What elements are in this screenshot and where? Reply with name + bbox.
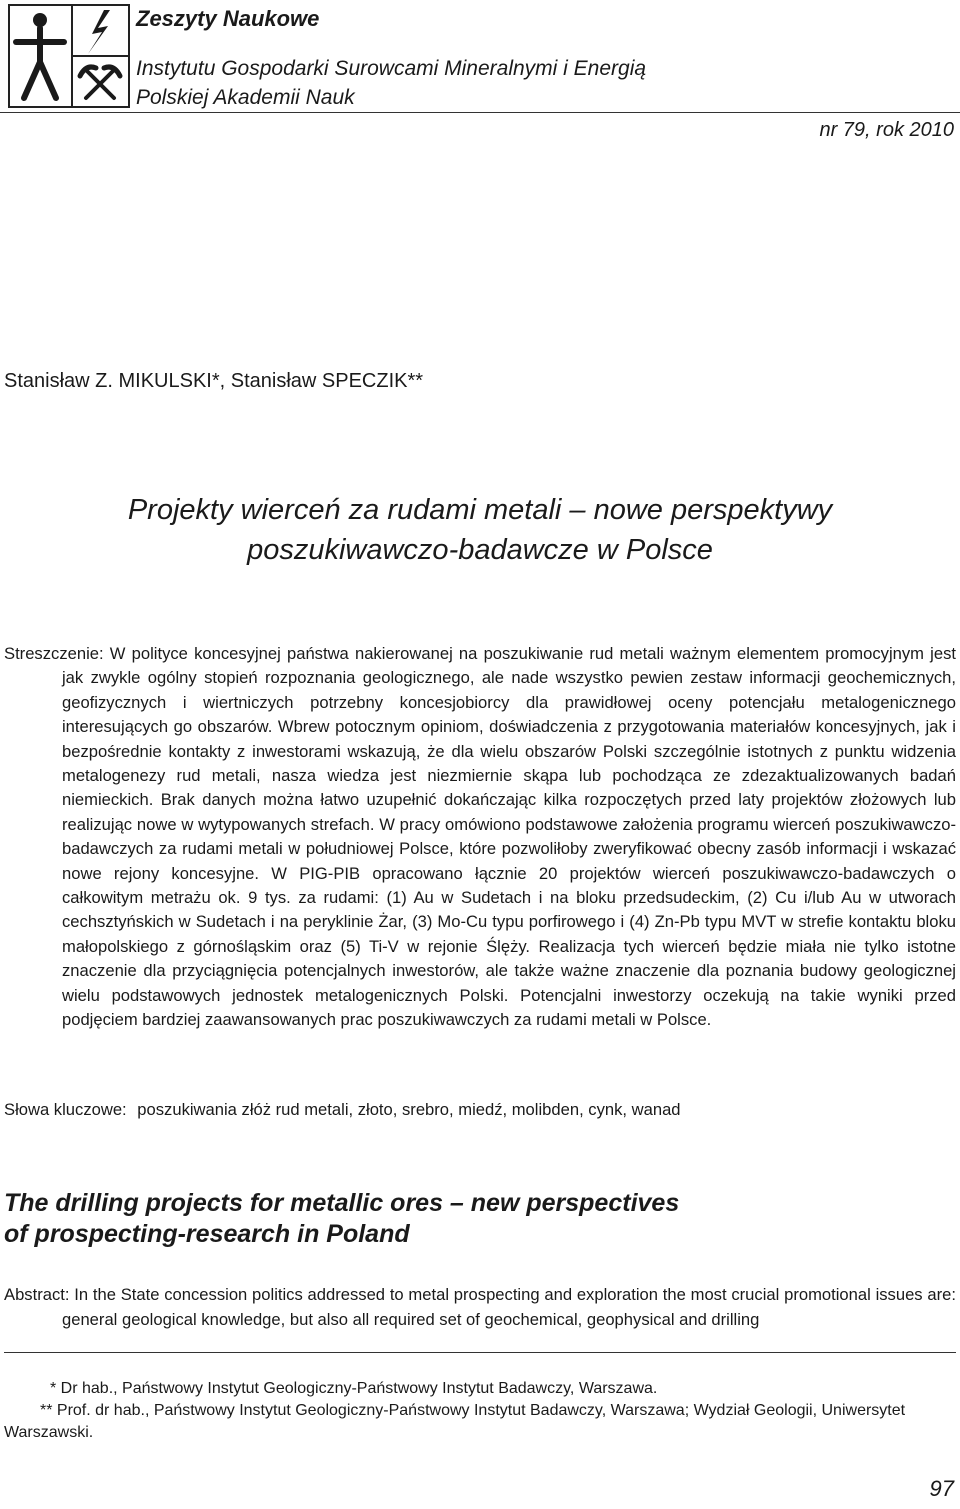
miner-figure-icon [16, 13, 64, 98]
issue-number: nr 79, rok 2010 [819, 119, 954, 141]
institute-line-2: Polskiej Akademii Nauk [136, 86, 355, 109]
page-number: 97 [929, 1476, 954, 1501]
journal-institute [136, 54, 646, 112]
lightning-icon [88, 10, 110, 54]
keywords-text: poszukiwania złóż rud metali, złoto, srebro, miedź, molibden, cynk, wanad [137, 1100, 681, 1119]
journal-logo [8, 4, 130, 108]
journal-name: Zeszyty Naukowe [136, 6, 320, 31]
title-pl-line-2: poszukiwawczo-badawcze w Polsce [247, 534, 713, 566]
authors: Stanisław Z. MIKULSKI*, Stanisław SPECZIK** [4, 370, 424, 392]
hammer-pick-icon [80, 67, 120, 98]
footnotes [4, 1378, 956, 1444]
keywords-label: Słowa kluczowe: [4, 1100, 127, 1119]
title-pl-line-1: Projekty wierceń za rudami metali – nowe perspektywy [127, 494, 833, 526]
abstract-en-text: In the State concession politics addressed to metal prospecting and exploration the most crucial promotional issues are: general geological knowledge, but also all required set of geochemical, geophysical and drilling [62, 1285, 956, 1329]
title-en-line-1: The drilling projects for metallic ores – new perspectives [4, 1189, 680, 1217]
footnote-rule [4, 1352, 956, 1353]
footnote-2: ** Prof. dr hab., Państwowy Instytut Geologiczny-Państwowy Instytut Badawczy, Warszawa; Wydział Geologii, Uniwersytet Warszawski. [4, 1402, 906, 1441]
institute-line-1: Instytutu Gospodarki Surowcami Mineralnymi i Energią [136, 57, 647, 80]
abstract-en-label: Abstract: [4, 1285, 70, 1304]
abstract-pl [4, 642, 956, 1033]
article-title-en [4, 1188, 679, 1250]
abstract-en [4, 1282, 956, 1332]
abstract-pl-label: Streszczenie: [4, 644, 104, 663]
title-en-line-2: of prospecting-research in Poland [4, 1220, 410, 1248]
article-title-pl [0, 490, 960, 570]
abstract-pl-text: W polityce koncesyjnej państwa nakierowanej na poszukiwanie rud metali ważnym elementem promocyjnym jest jak zwykle ogólny stopień rozpoznania geologicznego, ale nade wszystko pewien zestaw informacji geochemicznych, geofizycznych i wiertniczych potrzebny koncesjobiorcy dla prawidłowej oceny potencjału metalogenicznego interesujących go obszarów. Wbrew potocznym opiniom, doświadczenia z przygotowania materiałów koncesyjnych, jak i bezpośrednie kontakty z inwestorami wskazują, że dla wielu obszarów Polski szczególnie istotnych z punktu widzenia metalogenezy rud metali, nasza wiedza jest niezmiernie skąpa lub pochodząca ze zdezaktualizowanych badań niemieckich. Brak danych można łatwo uzupełnić dokańczając kilka rozpoczętych przed laty projektów złożowych lub realizując nowe w wytypowanych strefach. W pracy omówiono podstawowe założenia programu wierceń poszukiwawczo-badawczych za rudami metali w południowej Polsce, które pozwoliłoby zweryfikować obecny zasób informacji i wskazać nowe rejony koncesyjne. W PIG-PIB opracowano łącznie 20 projektów wierceń poszukiwawczo-badawczych o całkowitym metrażu ok. 9 tys. za rudami: (1) Au w Sudetach i na bloku przedsudeckim, (2) Cu i/lub Au w utworach cechsztyńskich w Sudetach i na peryklinie Żar, (3) Mo-Cu typu porfirowego i (4) Zn-Pb typu MVT w strefie kontaktu bloku małopolskiego z górnośląskim oraz (5) Ti-V w rejonie Ślęży. Realizacja tych wierceń będzie miała nie tylko istotne znaczenie dla przyciągnięcia potencjalnych inwestorów, ale także ważne znaczenie dla poznania budowy geologicznej wielu podstawowych jednostek metalogenicznych Polski. Potencjalni inwestorzy oczekują na takie wyniki przed podjęciem bardziej zaawansowanych prac poszukiwawczych za rudami metali w Polsce. [62, 644, 956, 1030]
footnote-1: * Dr hab., Państwowy Instytut Geologiczny-Państwowy Instytut Badawczy, Warszawa. [50, 1380, 658, 1397]
keywords [4, 1100, 681, 1120]
header-rule [0, 112, 960, 113]
